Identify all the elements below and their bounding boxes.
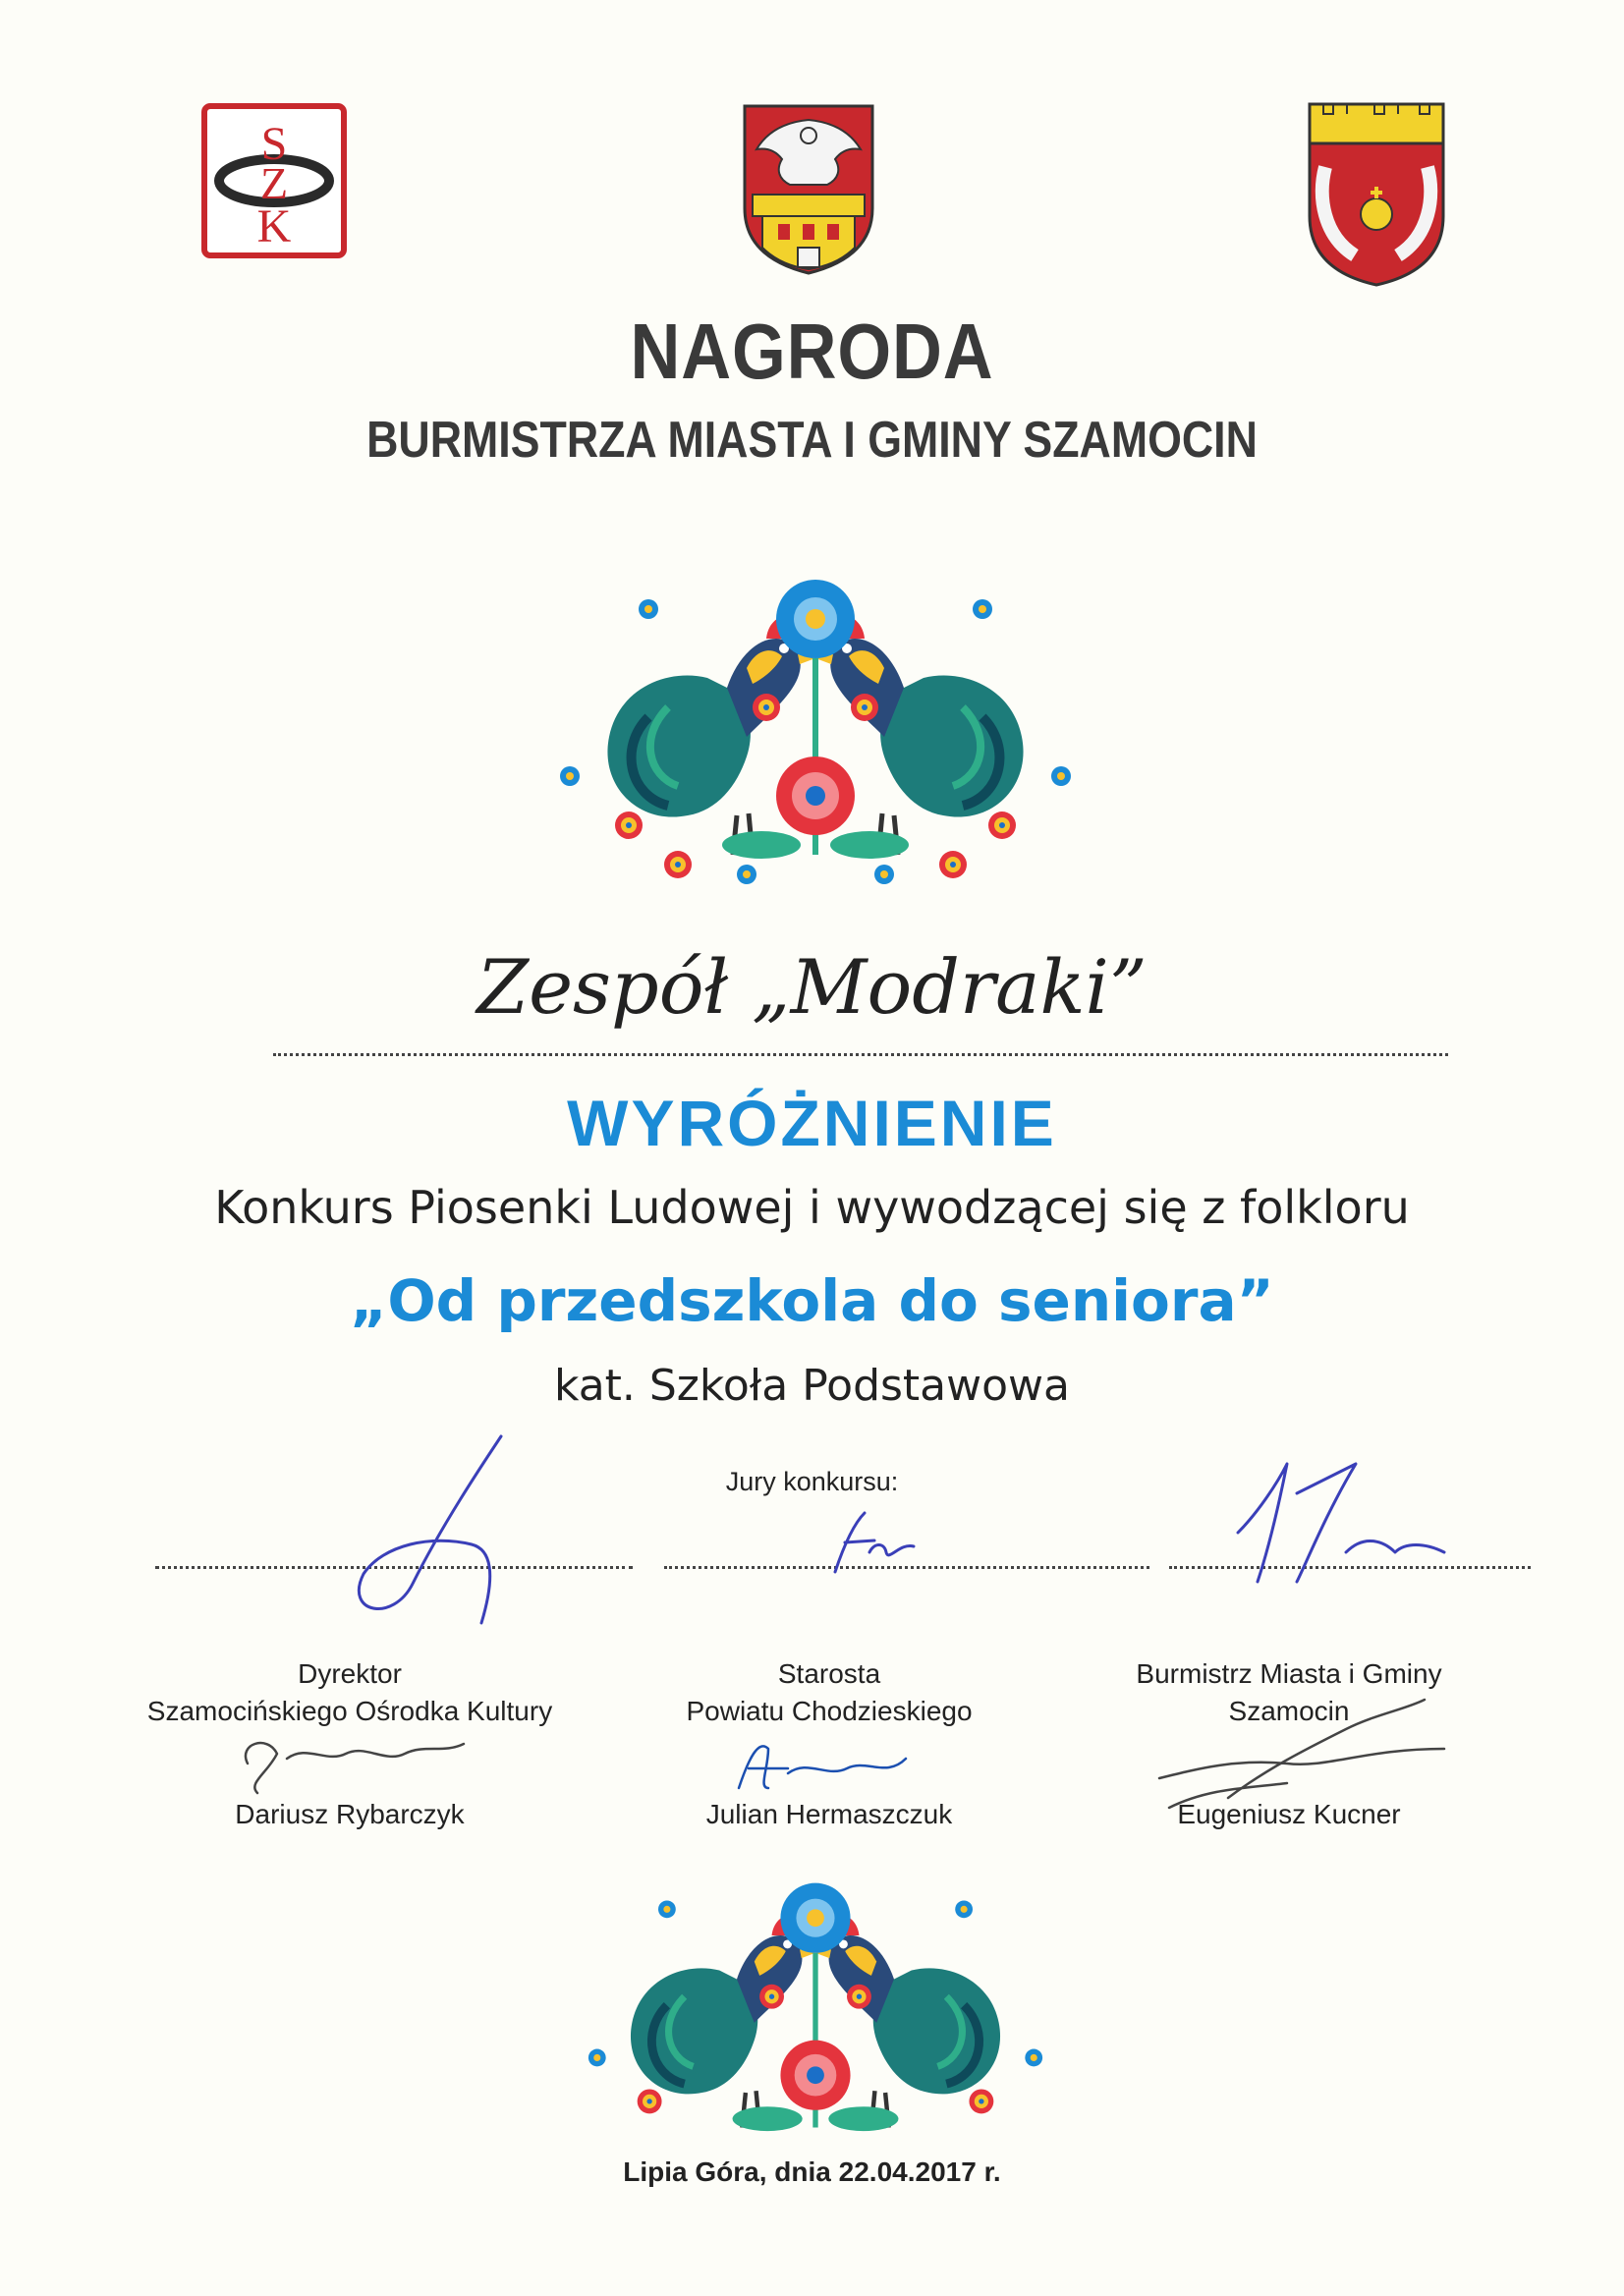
signatory-1-name: Dariusz Rybarczyk (235, 1799, 465, 1829)
signatory-2-role (574, 1655, 1085, 1730)
signature-jury-1 (324, 1427, 521, 1635)
svg-text:K: K (256, 200, 292, 252)
folk-roosters-illustration-bottom (550, 1857, 1081, 2171)
signatory-2-name: Julian Hermaszczuk (705, 1799, 953, 1829)
signatory-2-role-line1: Starosta (777, 1658, 881, 1689)
distinction-label: WYRÓŻNIENIE (567, 1087, 1057, 1159)
szk-logo (200, 102, 348, 259)
recipient-dotted-line (273, 1053, 1448, 1056)
date-line: Lipia Góra, dnia 22.04.2017 r. (623, 2156, 1001, 2187)
recipient-name: Zespół „Modraki” (476, 943, 1148, 1031)
signatory-1-role-line1: Dyrektor (298, 1658, 402, 1689)
contest-name: Konkurs Piosenki Ludowej i wywodzącej się z folkloru (214, 1181, 1410, 1234)
signature-jury-3 (1199, 1454, 1454, 1592)
coat-of-arms-crown-icon (1304, 98, 1449, 290)
signature-jury-2 (815, 1503, 924, 1582)
svg-text:S: S (260, 118, 288, 170)
signature-starosta (729, 1729, 925, 1798)
signatory-3-name: Eugeniusz Kucner (1177, 1799, 1401, 1829)
signatory-1-role (94, 1655, 605, 1730)
folk-roosters-illustration (531, 550, 1100, 904)
signatory-3-role-line1: Burmistrz Miasta i Gminy (1136, 1658, 1442, 1689)
svg-text:Z: Z (259, 158, 289, 208)
coat-of-arms-eagle-icon (739, 100, 878, 277)
jury-label: Jury konkursu: (725, 1467, 899, 1496)
contest-title: „Od przedszkola do seniora” (350, 1267, 1274, 1334)
category-label: kat. Szkoła Podstawowa (553, 1361, 1070, 1411)
award-title: NAGRODA (630, 308, 994, 395)
signatory-3-role-line2: Szamocin (1228, 1696, 1350, 1726)
signatory-1-role-line2: Szamocińskiego Ośrodka Kultury (146, 1696, 553, 1726)
signatory-2-role-line2: Powiatu Chodzieskiego (686, 1696, 973, 1726)
signature-director (228, 1724, 474, 1798)
award-subtitle: BURMISTRZA MIASTA I GMINY SZAMOCIN (366, 412, 1258, 469)
